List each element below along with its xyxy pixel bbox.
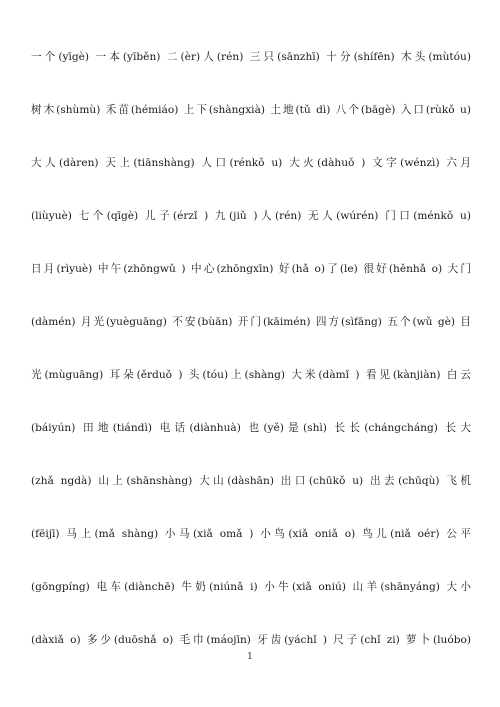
vocabulary-line: (báiyún) 田地(tiándì) 电话(diànhuà) 也(yě)是(shì) 长长(chángcháng) 长大	[31, 422, 471, 434]
vocabulary-line: 一个(yīgè) 一本(yīběn) 二(èr)人(rén) 三只(sānzhī) 十分(shífēn) 木头(mùtóu)	[31, 51, 471, 63]
page-number: 1	[247, 652, 253, 662]
vocabulary-line: (dàmén) 月光(yuèguāng) 不安(bùān) 开门(kāimén) 四方(sìfāng) 五个(wǔ gè) 目	[31, 316, 471, 328]
vocabulary-line: 日月(rìyuè) 中午(zhōngwǔ ) 中心(zhōngxīn) 好(hǎ o)了(le) 很好(hěnhǎ o) 大门	[31, 263, 471, 275]
vocabulary-line: 光(mùguāng) 耳朵(ěrduǒ ) 头(tóu)上(shàng) 大米(dàmǐ ) 看见(kànjiàn) 白云	[31, 369, 471, 381]
vocabulary-line: 树木(shùmù) 禾苗(hémiáo) 上下(shàngxià) 土地(tǔ dì) 八个(bāgè) 入口(rùkǒ u)	[31, 104, 471, 116]
vocabulary-line: (liùyuè) 七个(qīgè) 儿子(érzǐ ) 九(jiǔ )人(rén) 无人(wúrén) 门口(ménkǒ u)	[31, 210, 471, 222]
vocabulary-list	[31, 47, 471, 683]
vocabulary-line: (zhǎ ngdà) 山上(shānshàng) 大山(dàshān) 出口(chūkǒ u) 出去(chūqù) 飞机	[31, 475, 471, 487]
vocabulary-line: 大人(dàren) 天上(tiānshàng) 人口(rénkǒ u) 大火(dàhuǒ ) 文字(wénzì) 六月	[31, 157, 471, 169]
vocabulary-line: (dàxiǎ o) 多少(duōshǎ o) 毛巾(máojīn) 牙齿(yáchǐ ) 尺子(chǐ zi) 萝卜(luóbo)	[31, 634, 471, 646]
vocabulary-line: (gōngpíng) 电车(diànchē) 牛奶(niúnǎ i) 小牛(xiǎ oniú) 山羊(shānyáng) 大小	[31, 581, 471, 593]
vocabulary-line: (fēijī) 马上(mǎ shàng) 小马(xiǎ omǎ ) 小鸟(xiǎ oniǎ o) 鸟儿(niǎ oér) 公平	[31, 528, 471, 540]
